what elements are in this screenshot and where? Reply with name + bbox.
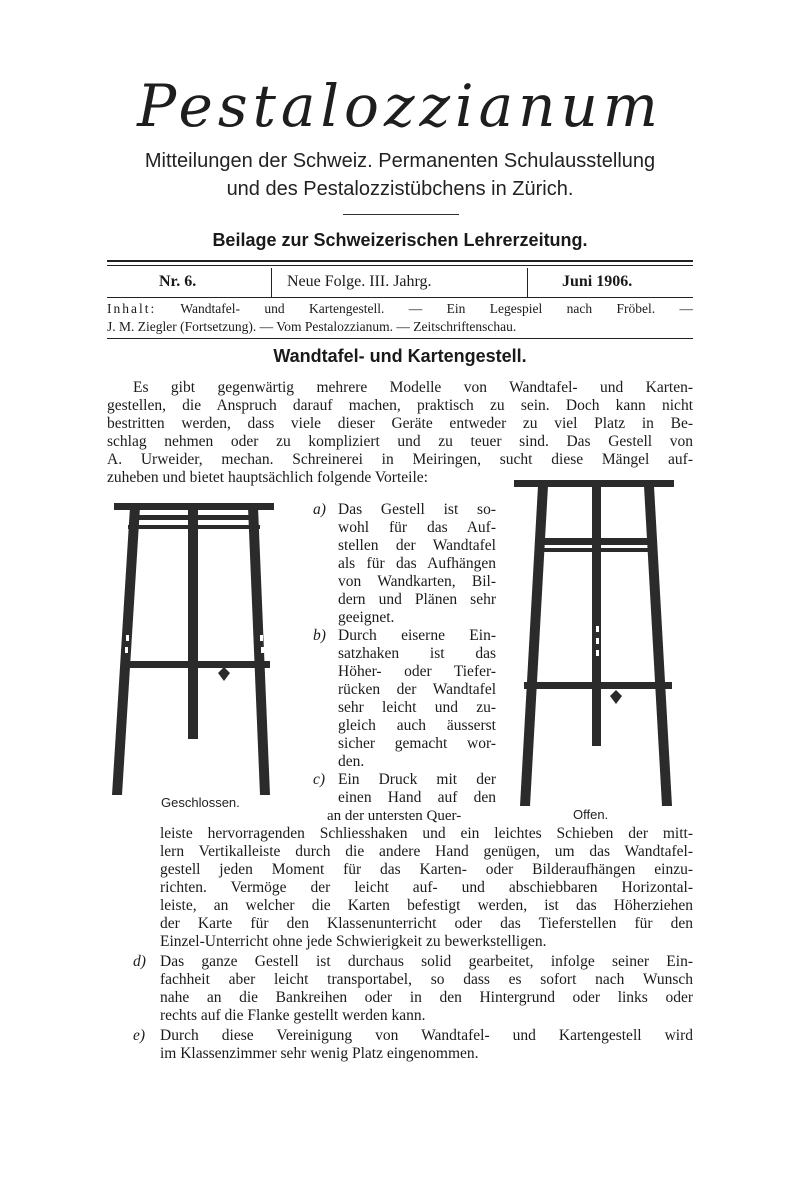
- item-line: geeignet.: [338, 609, 395, 626]
- item-marker: d): [133, 953, 146, 970]
- issue-date: Juni 1906.: [562, 273, 633, 290]
- item-line: im Klassenzimmer sehr wenig Platz eingenommen.: [160, 1045, 479, 1062]
- easel-left-leg: [520, 486, 548, 806]
- item-line: von Wandkarten, Bil-: [338, 573, 496, 590]
- short-divider: [343, 214, 459, 215]
- subtitle-line-2: und des Pestalozzistübchens in Zürich.: [226, 178, 574, 200]
- intro-line: Es gibt gegenwärtig mehrere Modelle von Wandtafel- und Karten-: [133, 379, 693, 396]
- intro-line: bestritten werden, dass viele dieser Geräte entweder zu viel Platz in Be-: [107, 415, 693, 432]
- item-line: leiste hervorragenden Schliesshaken und ein leichtes Schieben der mitt-: [160, 825, 693, 842]
- article-title: Wandtafel- und Kartengestell.: [273, 346, 527, 366]
- item-line: Höher- oder Tiefer-: [338, 663, 496, 680]
- caption-closed: Geschlossen.: [161, 795, 240, 810]
- issue-bar: [107, 270, 693, 296]
- caption-open: Offen.: [573, 807, 609, 822]
- item-line: einen Hand auf den: [338, 789, 496, 806]
- intro-line: A. Urweider, mechan. Schreinerei in Meiringen, sucht diese Mängel auf-: [107, 451, 693, 468]
- item-line: wohl für das Auf-: [338, 519, 496, 536]
- contents-text-1: Wandtafel- und Kartengestell. — Ein Legespiel nach Fröbel. —: [180, 301, 693, 316]
- item-line: sehr leicht und zu-: [338, 699, 496, 716]
- easel-center-post: [188, 509, 198, 739]
- easel-top-bar: [514, 480, 674, 487]
- item-line: Einzel-Unterricht ohne jede Schwierigkeit zu bewerkstelligen.: [160, 933, 547, 950]
- item-line: Durch eiserne Ein-: [338, 627, 496, 644]
- issue-separator: [271, 268, 272, 298]
- easel-crossbar: [122, 661, 270, 668]
- easel-right-leg: [248, 507, 270, 795]
- item-line: Ein Druck mit der: [338, 771, 496, 788]
- item-line: den.: [338, 753, 365, 770]
- item-line: rechts auf die Flanke gestellt werden kann.: [160, 1007, 426, 1024]
- intro-line: gestellen, die Anspruch darauf machen, praktisch zu sein. Doch kann nicht: [107, 397, 693, 414]
- item-line: gleich auch äusserst: [338, 717, 496, 734]
- item-line: gestell jeden Moment für das Karten- oder Bilderaufhängen einzu-: [160, 861, 693, 878]
- item-line: richten. Vermöge der leicht auf- und abschiebbaren Horizontal-: [160, 879, 693, 896]
- easel-crossbar: [524, 682, 672, 689]
- item-line: an der untersten Quer-: [327, 808, 462, 824]
- intro-line: schlag nehmen oder zu kompliziert und zu teuer sind. Das Gestell von: [107, 433, 693, 450]
- item-marker: c): [313, 771, 326, 788]
- easel-right-leg: [644, 486, 672, 806]
- contents-line-2: J. M. Ziegler (Fortsetzung). — Vom Pestalozzianum. — Zeitschriftenschau.: [107, 319, 517, 334]
- issue-series: Neue Folge. III. Jahrg.: [287, 273, 432, 290]
- supplement-line: Beilage zur Schweizerischen Lehrerzeitung.: [212, 230, 588, 250]
- contents-label: Inhalt:: [107, 301, 157, 316]
- easel-open-illustration: [500, 476, 690, 811]
- item-line: als für das Aufhängen: [338, 555, 496, 572]
- item-line: stellen der Wandtafel: [338, 537, 496, 554]
- contents-bottom-rule: [107, 338, 693, 339]
- item-line: leiste, an welcher die Karten befestigt werden, ist das Höherziehen: [160, 897, 693, 914]
- item-line: Das ganze Gestell ist durchaus solid gearbeitet, infolge seiner Ein-: [160, 953, 693, 970]
- item-line: Durch diese Vereinigung von Wandtafel- und Kartengestell wird: [160, 1027, 693, 1044]
- masthead-title: Pestalozzianum: [137, 72, 663, 140]
- easel-center-post: [592, 486, 601, 746]
- item-line: nahe an die Bankreihen oder in den Hintergrund oder links oder: [160, 989, 693, 1006]
- issue-separator: [527, 268, 528, 298]
- issue-top-rule-thin: [107, 265, 693, 266]
- item-line: lern Vertikalleiste durch die andere Hand genügen, um das Wandtafel-: [160, 843, 693, 860]
- item-line: dern und Plänen sehr: [338, 591, 496, 608]
- intro-line: zuheben und bietet hauptsächlich folgende Vorteile:: [107, 469, 428, 486]
- contents-line-1: [107, 300, 693, 318]
- easel-closed-illustration: [100, 495, 290, 800]
- subtitle-line-1: Mitteilungen der Schweiz. Permanenten Schulausstellung: [144, 150, 656, 172]
- item-line: der Karte für den Klassenunterricht oder das Tieferstellen für den: [160, 915, 693, 932]
- item-line: sicher gemacht wor-: [338, 735, 496, 752]
- issue-number: Nr. 6.: [159, 273, 197, 290]
- item-line: fachheit aber leicht transportabel, so dass es sofort nach Wunsch: [160, 971, 693, 988]
- issue-bottom-rule: [107, 297, 693, 298]
- item-marker: e): [133, 1027, 146, 1044]
- item-marker: a): [313, 501, 326, 518]
- issue-top-rule: [107, 260, 693, 262]
- item-line: satzhaken ist das: [338, 645, 496, 662]
- item-marker: b): [313, 627, 326, 644]
- item-line: Das Gestell ist so-: [338, 501, 496, 518]
- item-line: rücken der Wandtafel: [338, 681, 496, 698]
